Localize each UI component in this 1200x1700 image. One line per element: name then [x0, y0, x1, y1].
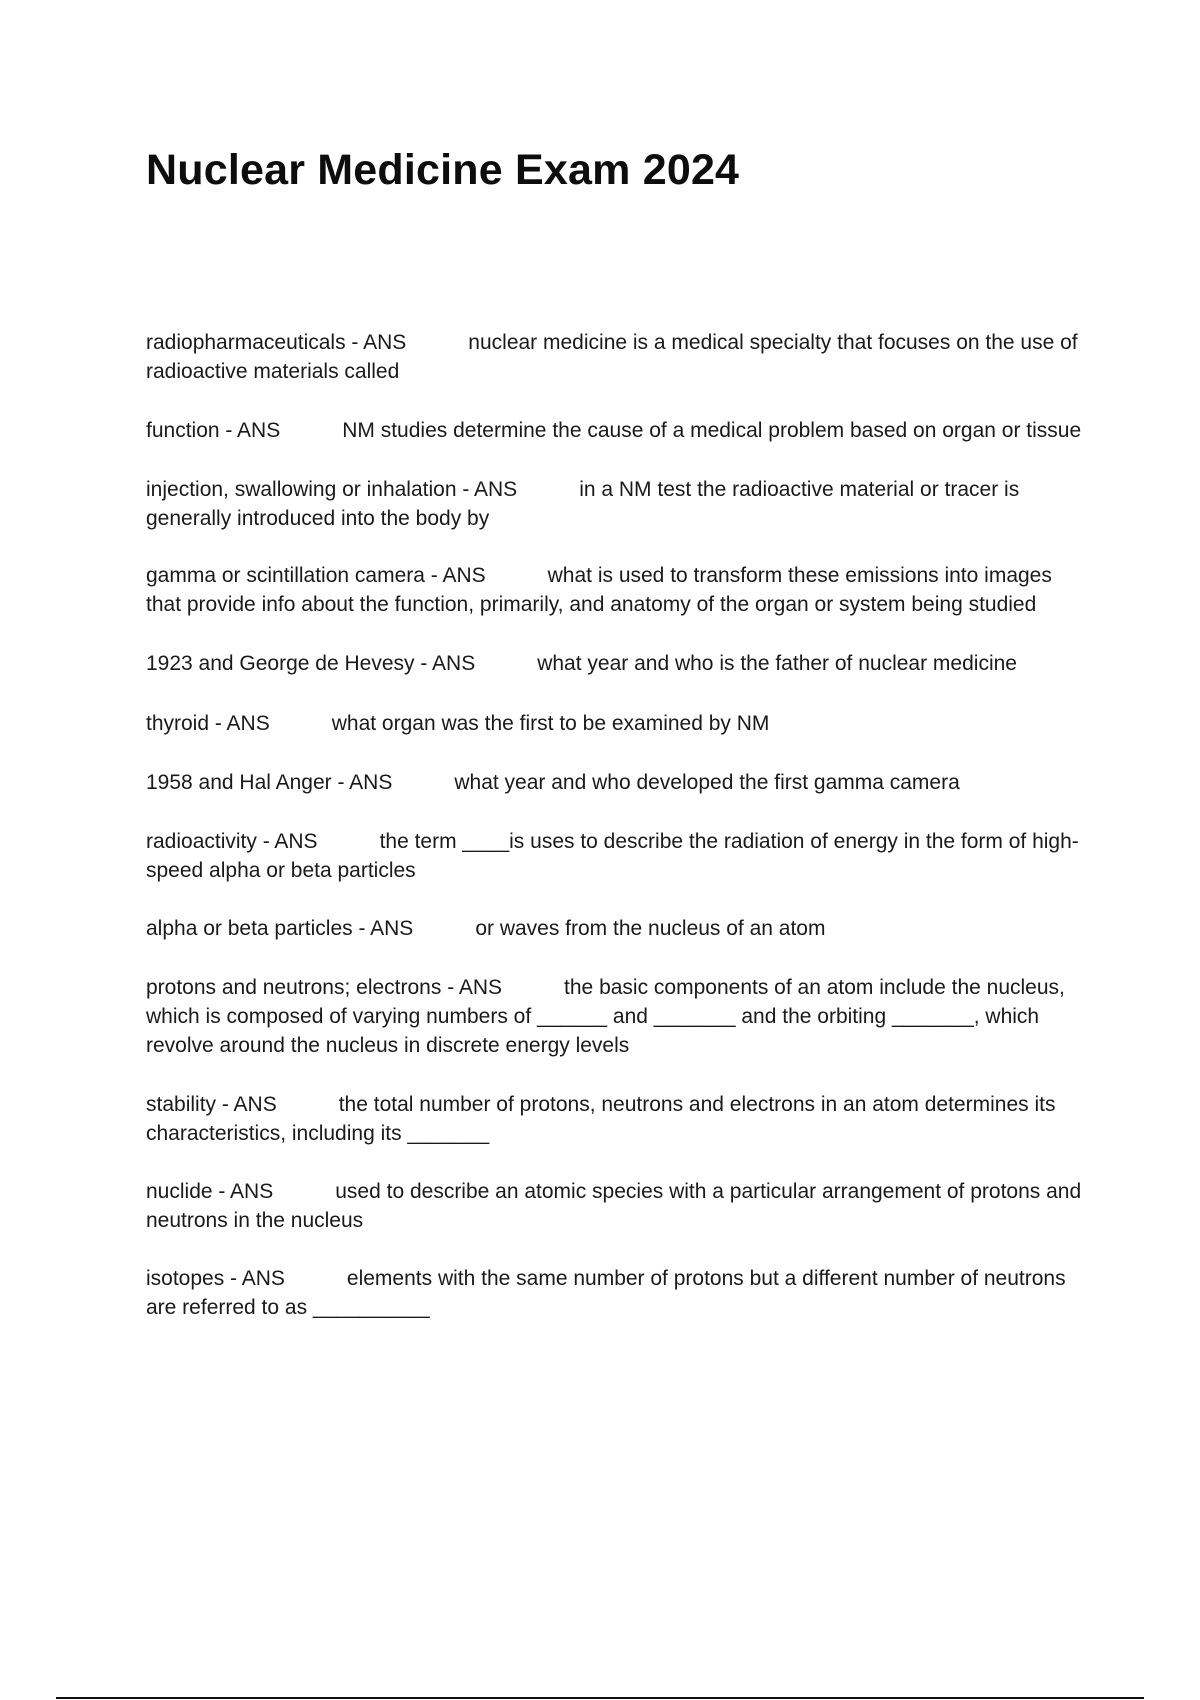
- flashcard-entry: [146, 1264, 1086, 1322]
- entry-term: function - ANS: [146, 419, 281, 442]
- flashcard-entry: [146, 1090, 1086, 1148]
- entry-definition: the term ____is uses to describe the radiation of energy in the form of high-speed alpha or beta particles: [146, 830, 1079, 882]
- entry-definition: what year and who is the father of nuclear medicine: [537, 652, 1017, 675]
- footer-divider: [56, 1697, 1144, 1699]
- entry-term: stability - ANS: [146, 1093, 277, 1116]
- flashcard-entry: [146, 1177, 1086, 1235]
- flashcard-entry: [146, 475, 1086, 533]
- entry-definition: what is used to transform these emissions into images that provide info about the function, primarily, and anatomy of the organ or system being studied: [146, 564, 1052, 616]
- flashcard-entry: [146, 328, 1086, 386]
- entry-definition: the basic components of an atom include the nucleus, which is composed of varying numbers of ______ and _______ and the orbiting _______, which revolve around the nucleus in discrete energy levels: [146, 976, 1065, 1057]
- flashcard-entry: [146, 973, 1086, 1060]
- entry-term: 1958 and Hal Anger - ANS: [146, 771, 393, 794]
- entry-definition: elements with the same number of protons but a different number of neutrons are referred to as __________: [146, 1267, 1066, 1319]
- entry-definition: in a NM test the radioactive material or tracer is generally introduced into the body by: [146, 478, 1020, 530]
- entry-definition: NM studies determine the cause of a medical problem based on organ or tissue: [342, 419, 1082, 442]
- entry-term: 1923 and George de Hevesy - ANS: [146, 652, 476, 675]
- entry-definition: or waves from the nucleus of an atom: [475, 917, 826, 940]
- flashcard-entry: [146, 416, 1086, 445]
- entry-term: radiopharmaceuticals - ANS: [146, 331, 407, 354]
- entry-term: gamma or scintillation camera - ANS: [146, 564, 486, 587]
- flashcard-entry: [146, 914, 1086, 943]
- flashcard-entry: [146, 649, 1086, 678]
- flashcard-entry: [146, 827, 1086, 885]
- entry-term: alpha or beta particles - ANS: [146, 917, 414, 940]
- entry-term: radioactivity - ANS: [146, 830, 318, 853]
- entry-definition: used to describe an atomic species with a particular arrangement of protons and neutrons in the nucleus: [146, 1180, 1082, 1232]
- flashcard-list: [146, 328, 1086, 1322]
- page-title: Nuclear Medicine Exam 2024: [146, 146, 740, 194]
- entry-definition: what organ was the first to be examined by NM: [331, 712, 770, 735]
- entry-definition: the total number of protons, neutrons and electrons in an atom determines its characteristics, including its _______: [146, 1093, 1056, 1145]
- entry-term: nuclide - ANS: [146, 1180, 274, 1203]
- entry-definition: what year and who developed the first gamma camera: [454, 771, 960, 794]
- flashcard-entry: [146, 709, 1086, 738]
- flashcard-entry: [146, 768, 1086, 797]
- entry-term: protons and neutrons; electrons - ANS: [146, 976, 503, 999]
- flashcard-entry: [146, 561, 1086, 619]
- entry-term: thyroid - ANS: [146, 712, 270, 735]
- entry-term: isotopes - ANS: [146, 1267, 285, 1290]
- entry-term: injection, swallowing or inhalation - ANS: [146, 478, 518, 501]
- entry-definition: nuclear medicine is a medical specialty that focuses on the use of radioactive materials called: [146, 331, 1078, 383]
